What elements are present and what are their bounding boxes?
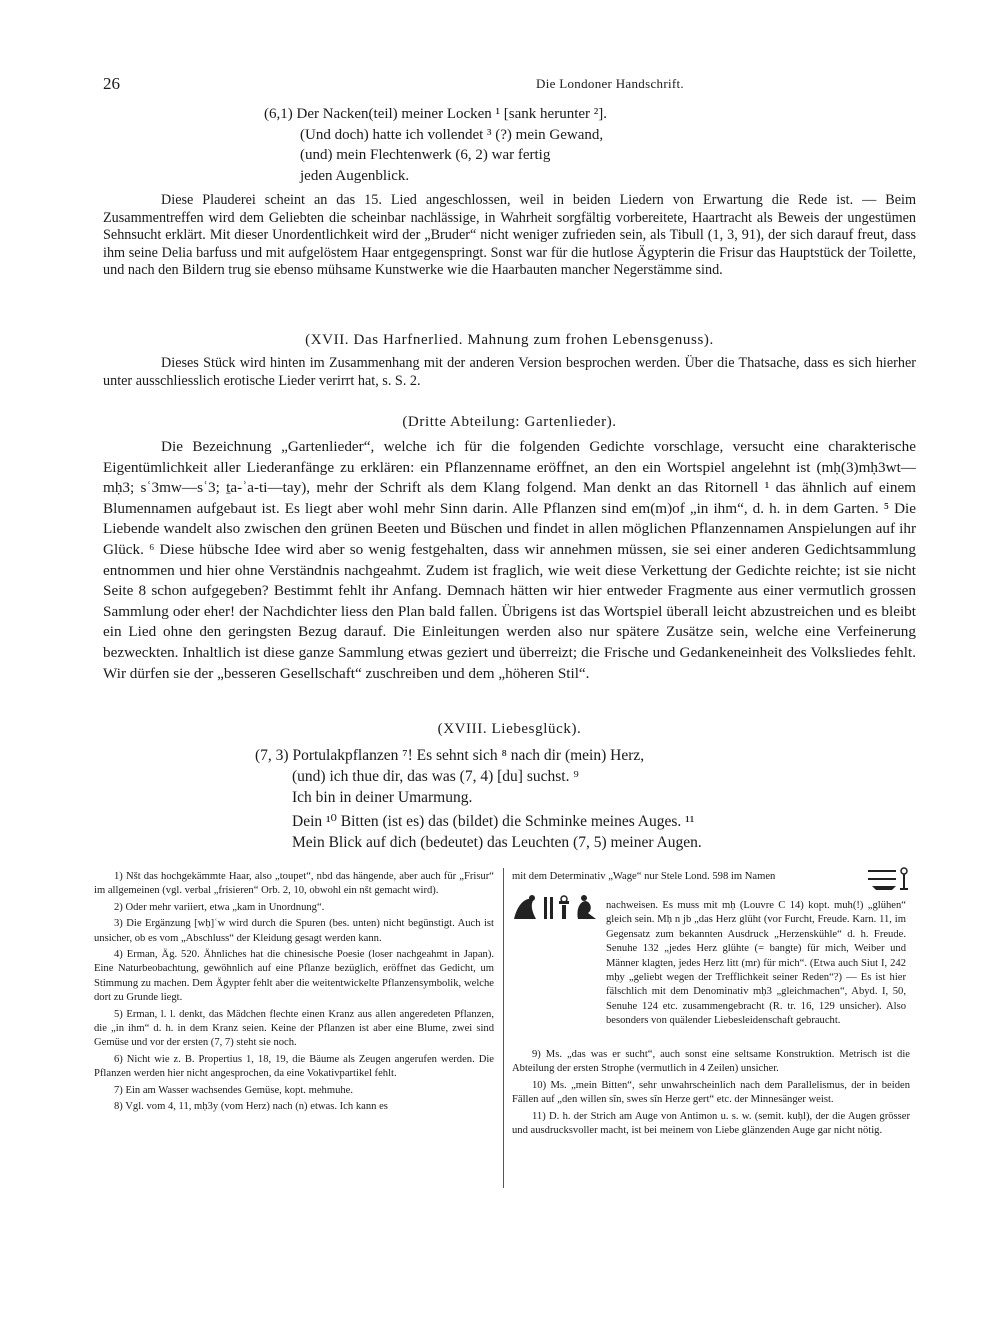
footnote: 5) Erman, l. l. denkt, das Mädchen flechte einen Kranz aus allen angeredeten Pflanzen, die „in ihm“ d. h. in dem Kranz seien. Keine der Pflanzen ist aber eine Blume, zwei sind Gemüse und vor der ersten (7, 7) steht sie noch. [94, 1008, 494, 1049]
paragraph-text: Diese Plauderei scheint an das 15. Lied angeschlossen, weil in beiden Liedern von Erwartung die Rede ist. — Beim Zusammentreffen wird dem Geliebten die scheinbar nachlässige, in Wahrheit sorgfältig vorbereitete, Haartracht als Beweis der ungestümen Sehnsucht erklärt. Mit dieser Unordentlichkeit wird der „Bruder“ nicht weniger zufrieden sein, als Tibull (1, 3, 91), der sich darauf freut, dass ihm seine Delia barfuss und mit aufgelöstem Haar entgegenspringt. Sonst war für die hutlose Ägypterin die Frisur das Hauptstück der Toilette, und nach den Bildern trug sie ebenso mühsame Kunstwerke wie die Haarbauten mancher Negerstämme sind. [103, 192, 916, 279]
footnote: 7) Ein am Wasser wachsendes Gemüse, kopt. mehmuhe. [114, 1084, 354, 1096]
footnote: 11) D. h. der Strich am Auge von Antimon u. s. w. (semit. kuḥl), der die Augen grösser und ausdrucksvoller macht, ist bei meinem von Liebe glänzenden Auge gar nicht nötig. [512, 1110, 910, 1137]
footnote: 2) Oder mehr variiert, etwa „kam in Unordnung“. [114, 901, 325, 913]
footnote: 4) Erman, Äg. 520. Ähnliches hat die chinesische Poesie (loser nachgeahmt in Japan). Eine Naturbeobachtung, gewöhnlich auf eine Pflanze bezüglich, eröffnet das Gedicht, um Stimmung zu machen. Dem Ägypter fehlt aber die weitentwickelte Pflanzensymbolik, welche dort zu Grunde liegt. [94, 949, 494, 1004]
hieroglyph-group-icon [512, 893, 602, 923]
verse-line: (7, 3) Portulakpflanzen ⁷! Es sehnt sich ⁸ nach dir (mein) Herz, [255, 747, 645, 764]
verse-block-1 [264, 104, 607, 186]
section-heading-xviii: (XVIII. Liebesglück). [437, 721, 582, 737]
footnote-right-8-cont [606, 899, 906, 1031]
hieroglyph-scale-icon [866, 866, 912, 892]
footnote: nachweisen. Es muss mit mḥ (Louvre C 14) kopt. muh(!) „glühen“ gleich sein. Mḥ n jb „das Herz glüht (vor Furcht, Freude. Karn. 11, im Gegensatz zum bekannten Ausdruck „Herzenskühle“ d. h. Freude. Senuhe 132 „jedes Herz glühte (= bangte) für mich, Weiber und Männer klagten, jedes Herz litt (mr) für mich“. (Etwa auch Siut I, 242 mḥy „geliebt wegen der Trefflichkeit seiner Reden“?) — Es ist hier fälschlich mit dem Denominativ mḥ3 „gleichmachen“, Abyd. I, 50, Senuhe 124 etc. zusammengebracht (R. tr. 16, 129 unsicher). Also besonders von quälender Liebesleidenschaft gebraucht. [606, 900, 906, 1027]
paragraph-text: Dieses Stück wird hinten im Zusammenhang mit der anderen Version besprochen werden. Über die Thatsache, dass es sich hierher unter ausschliesslich erotische Lieder verirrt hat, s. S. 2. [103, 355, 916, 389]
footnote: mit dem Determinativ „Wage“ nur Stele Lond. 598 im Namen [512, 871, 776, 882]
footnote: 6) Nicht wie z. B. Propertius 1, 18, 19, die Bäume als Zeugen angerufen werden. Die Pflanzen werden hier nicht angesprochen, da eine Vokativpartikel fehlt. [94, 1053, 494, 1080]
section-gartenlieder-text [103, 437, 916, 684]
footnote: 10) Ms. „mein Bitten“, sehr unwahrscheinlich nach dem Parallelismus, der in beiden Fällen auf „den willen sîn, swes sîn Herze gert“ etc. der Minnesänger weist. [512, 1079, 910, 1106]
verse-line: Mein Blick auf dich (bedeutet) das Leuchten (7, 5) meiner Augen. [292, 834, 702, 851]
footnote: 1) Nšt das hochgekämmte Haar, also „toupet“, nbd das hängende, aber auch für „Frisur“ im allgemeinen (vgl. verbal „frisieren“ Orb. 2, 10, obwohl ein nšt gemacht wird). [94, 871, 494, 897]
footnote: 8) Vgl. vom 4, 11, mḥ3y (vom Herz) nach (n) etwas. Ich kann es [114, 1101, 388, 1113]
footnote: 3) Die Ergänzung [wḥ]ʿw wird durch die Spuren (bes. unten) nicht begünstigt. Auch ist unsicher, ob es vom „Abschluss“ der Kleidung gesagt werden kann. [94, 918, 494, 944]
footnotes-right-column [512, 1048, 910, 1140]
column-divider [503, 868, 504, 1188]
verse-line: (6,1) Der Nacken(teil) meiner Locken ¹ [sank herunter ²]. [264, 106, 608, 122]
body-paragraph [103, 192, 916, 280]
paragraph-text: Die Bezeichnung „Gartenlieder“, welche ich für die folgenden Gedichte vorschlage, versucht eine charakterische Eigentümlichkeit aller Liederanfänge zu erklären: ein Pflanzenname eröffnet, an den ein Wortspiel angelehnt ist (mḥ(3)mḥ3wt—mḥ3; sʿ3mw—sʿ3; ṯa-ʾa-ti—tay), mehr der Schrift als dem Klang folgend. Man denkt an das Ritornell ¹ das ähnlich auf einem Blumennamen aufgebaut ist. Es liegt aber wohl mehr Sinn darin. Alle Pflanzen sind em(m)of „in ihm“, d. h. in dem Garten. ⁵ Die Liebende wandelt also zwischen den grünen Beeten und Büschen und findet in allen möglichen Pflanzennamen Anspielungen auf ihr Glück. ⁶ Diese hübsche Idee wird aber so wenig festgehalten, dass wir annehmen müssen, sie sei einer anderen Gedichtsammlung entnommen und hier ohne Verständnis nachgeahmt. Zudem ist fraglich, wie weit diese Verkettung der Gedichte reichte; ist sie nicht Seite 8 schon aufgegeben? Bestimmt fehlt ihr Anfang. Demnach hätten wir hier entweder Fragmente aus einer vermutlich grossen Sammlung oder eher! der Nachdichter liess den Plan bald fallen. Übrigens ist das Wortspiel überall leicht abzustreichen und es bleibt ein Lied ohne den geringsten Bezug darauf. Die Einleitungen werden also nur spätere Zusätze sein, welche eine Verfeinerung bezweckten. Inhaltlich ist diese ganze Sammlung etwas geziert und überreizt; die Frische und Gedankeneinheit des Volksliedes fehlt. Wir dürfen sie der „besseren Gesellschaft“ zuschreiben und dem „höheren Stil“. [103, 438, 916, 682]
section-xvii-text [103, 355, 916, 390]
running-head: Die Londoner Handschrift. [536, 76, 684, 91]
footnote: 9) Ms. „das was er sucht“, auch sonst eine seltsame Konstruktion. Metrisch ist die Abteilung der ersten Strophe (vermutlich in 4 Zeilen) unsicher. [512, 1049, 910, 1075]
verse-line: Ich bin in deiner Umarmung. [292, 789, 473, 806]
section-heading-gartenlieder: (Dritte Abteilung: Gartenlieder). [402, 414, 617, 430]
verse-line: (Und doch) hatte ich vollendet ³ (?) mein Gewand, [300, 126, 604, 143]
page-number: 26 [103, 74, 120, 93]
section-heading-xvii: (XVII. Das Harfnerlied. Mahnung zum frohen Lebensgenuss). [305, 332, 714, 348]
verse-block-3 [292, 811, 702, 853]
verse-line: jeden Augenblick. [300, 167, 410, 184]
verse-line: (und) mein Flechtenwerk (6, 2) war fertig [300, 147, 551, 163]
verse-block-2 [255, 745, 644, 808]
footnotes-left-column [94, 870, 494, 1117]
footnote-continuation-first-line [512, 870, 857, 886]
verse-line: Dein ¹⁰ Bitten (ist es) das (bildet) die Schminke meines Auges. ¹¹ [292, 813, 695, 830]
verse-line: (und) ich thue dir, das was (7, 4) [du] suchst. ⁹ [292, 768, 579, 785]
